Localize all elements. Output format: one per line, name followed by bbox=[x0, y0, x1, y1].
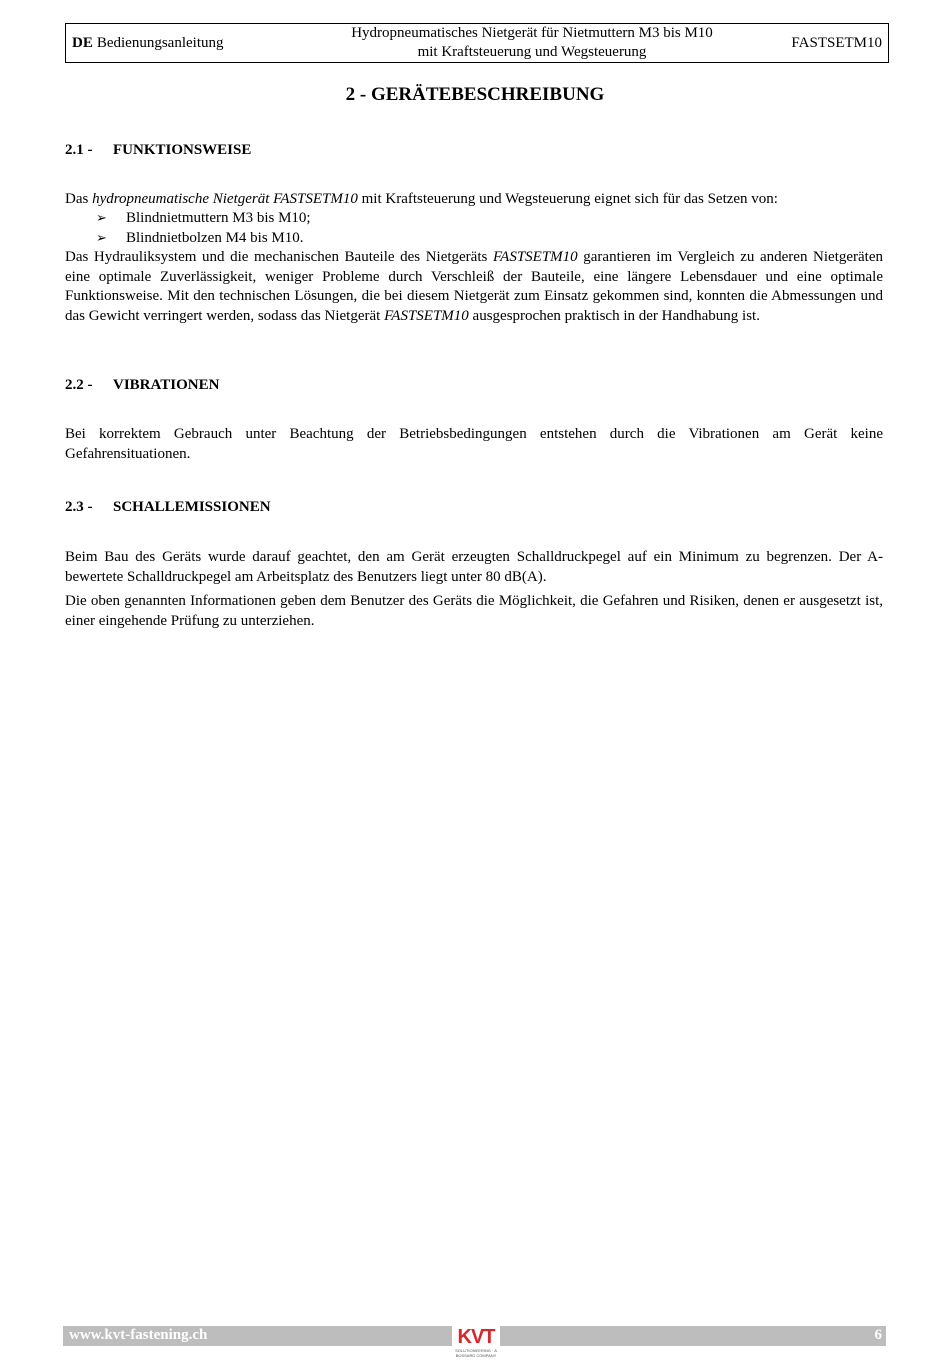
section-heading: SCHALLEMISSIONEN bbox=[113, 499, 271, 515]
text-span: ausgesprochen praktisch in der Handhabung ist. bbox=[468, 307, 760, 324]
chapter-title: 2 - GERÄTEBESCHREIBUNG bbox=[345, 84, 605, 105]
section-title-2-1 bbox=[65, 142, 251, 159]
list-item-text: Blindnietmuttern M3 bis M10; bbox=[126, 210, 311, 226]
logo-subtitle: SOLUTIONEERING · A BOSSARD COMPANY bbox=[455, 1348, 497, 1358]
kvt-logo bbox=[452, 1326, 500, 1358]
text-span: Das Hydrauliksystem und die mechanischen Bauteile des Nietgeräts bbox=[65, 249, 493, 265]
text-span: mit Kraftsteuerung und Wegsteuerung eignet sich für das Setzen von: bbox=[357, 191, 778, 207]
section-2-1-intro bbox=[65, 190, 883, 210]
section-2-1-body bbox=[65, 248, 883, 326]
header-model: FASTSETM10 bbox=[791, 34, 882, 51]
text-span: garantieren im Vergleich zu anderen Nietgeräten eine optimale Zuverlässigkeit, weniger Probleme durch Verschleiß der Bauteile, eine längere Lebensdauer und eine optimale Funktionsweise. Mit den technischen Lösungen, die bei diesem Nietgerät zum Einsatz gekommen sind, konnten die Abmessungen und das Gewicht verringert werden, sodass das Nietgerät bbox=[65, 249, 884, 324]
section-title-2-2 bbox=[65, 377, 219, 394]
bullet-arrow-icon: ➢ bbox=[96, 211, 107, 226]
header-title-line2: mit Kraftsteuerung und Wegsteuerung bbox=[417, 44, 647, 60]
bullet-arrow-icon: ➢ bbox=[96, 230, 107, 246]
logo-mark: KVT bbox=[457, 1326, 495, 1348]
section-2-3-body-1: Beim Bau des Geräts wurde darauf geachtet, den am Gerät erzeugten Schalldruckpegel auf ein Minimum zu begrenzen. Der A-bewertete Schalldruckpegel am Arbeitsplatz des Benutzers liegt unter 80 dB(A). bbox=[65, 549, 883, 585]
header-title-line1: Hydropneumatisches Nietgerät für Nietmuttern M3 bis M10 bbox=[351, 25, 713, 41]
header-left bbox=[66, 35, 302, 52]
header-lang: DE bbox=[72, 34, 93, 51]
section-number: 2.2 - bbox=[65, 377, 93, 393]
list-item-text: Blindnietbolzen M4 bis M10. bbox=[126, 229, 304, 246]
italic-span: FASTSETM10 bbox=[492, 249, 578, 265]
list-item bbox=[96, 209, 311, 229]
header-title bbox=[302, 24, 762, 62]
section-heading: FUNKTIONSWEISE bbox=[113, 142, 252, 158]
section-2-3-body-2: Die oben genannten Informationen geben dem Benutzer des Geräts die Möglichkeit, die Gefahren und Risiken, denen er ausgesetzt ist, einer eingehende Prüfung zu unterziehen. bbox=[65, 593, 883, 629]
text-span: Das bbox=[65, 191, 93, 207]
italic-span: FASTSETM10 bbox=[384, 307, 469, 324]
italic-span: hydropneumatische Nietgerät FASTSETM10 bbox=[92, 191, 358, 207]
bullet-list bbox=[96, 209, 311, 248]
section-title-2-3 bbox=[65, 499, 271, 516]
page-number: 6 bbox=[874, 1327, 882, 1343]
header-doc-type: Bedienungsanleitung bbox=[96, 34, 224, 51]
section-heading: VIBRATIONEN bbox=[113, 377, 220, 393]
section-2-2-body: Bei korrektem Gebrauch unter Beachtung der Betriebsbedingungen entstehen durch die Vibrationen am Gerät keine Gefahrensituationen. bbox=[65, 426, 883, 462]
section-number: 2.1 - bbox=[65, 142, 93, 158]
list-item bbox=[96, 229, 311, 249]
footer-url-link[interactable]: www.kvt-fastening.ch bbox=[69, 1327, 208, 1343]
page-header bbox=[65, 23, 889, 63]
section-number: 2.3 - bbox=[65, 499, 93, 515]
